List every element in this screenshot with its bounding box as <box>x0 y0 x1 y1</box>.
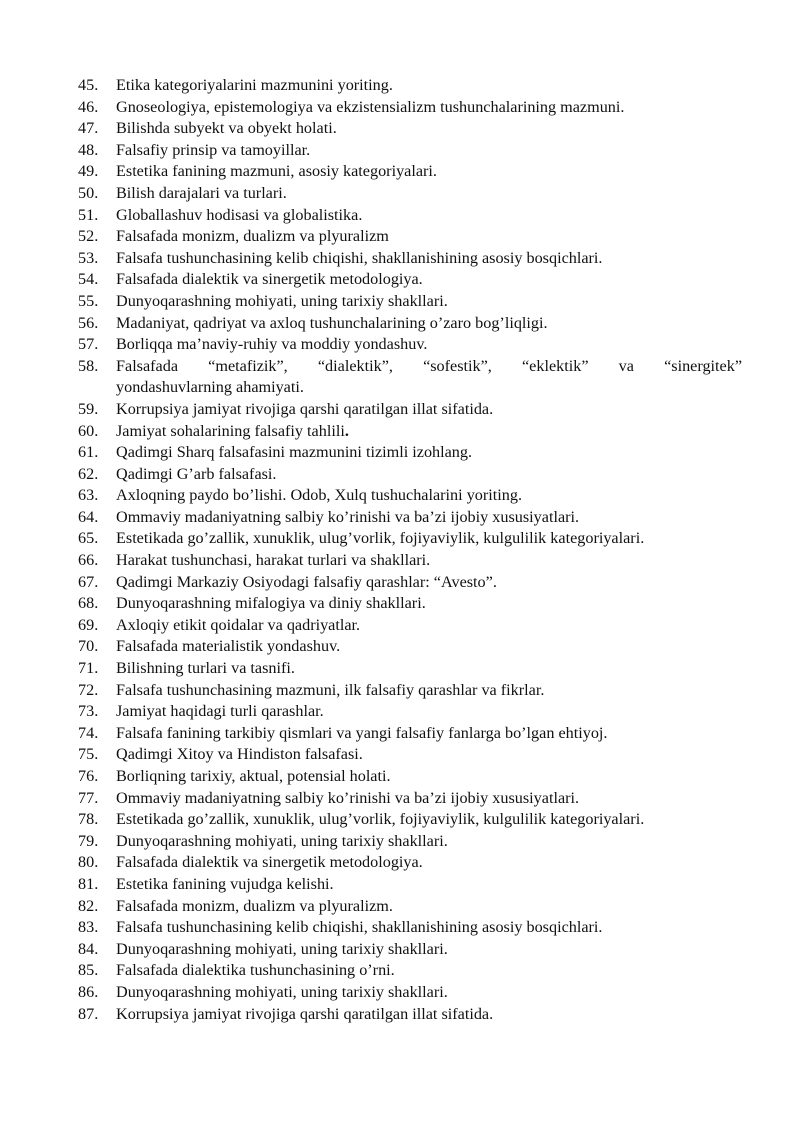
item-label: Falsafa fanining tarkibiy qismlari va yangi falsafiy fanlarga bo’lgan ehtiyoj. <box>116 723 608 742</box>
item-number: 55. <box>78 291 99 310</box>
list-item <box>78 701 742 723</box>
item-label: Korrupsiya jamiyat rivojiga qarshi qaratilgan illat sifatida. <box>116 399 494 418</box>
item-text <box>116 140 742 162</box>
list-item <box>78 248 742 270</box>
list-item <box>78 917 742 939</box>
item-number: 46. <box>78 97 99 116</box>
list-item <box>78 939 742 961</box>
item-number: 49. <box>78 162 99 181</box>
item-text <box>116 183 742 205</box>
item-label: Estetikada go’zallik, xunuklik, ulug’vorlik, fojiyaviylik, kulgulilik kategoriyalari. <box>116 529 645 548</box>
item-label: Borliqning tarixiy, aktual, potensial holati. <box>116 767 391 785</box>
list-item <box>78 291 742 313</box>
item-number: 62. <box>78 464 99 483</box>
list-item <box>78 1004 742 1026</box>
item-text <box>116 572 742 594</box>
list-item <box>78 723 742 745</box>
item-text <box>116 485 742 507</box>
item-label: Globallashuv hodisasi va globalistika. <box>116 205 363 224</box>
item-label: Falsafa tushunchasining mazmuni, ilk falsafiy qarashlar va fikrlar. <box>116 680 545 699</box>
item-text <box>116 852 742 874</box>
item-trailing-period: . <box>344 421 349 440</box>
item-text <box>116 421 742 443</box>
item-number: 81. <box>78 874 99 893</box>
item-label: Korrupsiya jamiyat rivojiga qarshi qaratilgan illat sifatida. <box>116 1004 494 1023</box>
list-item <box>78 680 742 702</box>
item-number: 86. <box>78 982 99 1001</box>
item-text <box>116 744 742 766</box>
item-label: Estetika fanining mazmuni, asosiy kategoriyalari. <box>116 162 437 181</box>
item-number: 78. <box>78 810 99 829</box>
list-item <box>78 183 742 205</box>
item-text <box>116 615 742 637</box>
item-number: 53. <box>78 248 99 267</box>
item-text <box>116 982 742 1004</box>
item-label: Qadimgi Sharq falsafasini mazmunini tizimli izohlang. <box>116 443 473 462</box>
item-number: 67. <box>78 572 99 591</box>
item-label: Falsafiy prinsip va tamoyillar. <box>116 140 311 159</box>
item-text <box>116 1004 742 1026</box>
item-text <box>116 874 742 896</box>
item-text <box>116 442 742 464</box>
item-text-line1: Falsafada “metafizik”, “dialektik”, “sofestik”, “eklektik” va “sinergitek” <box>116 356 742 375</box>
item-label: Falsafada dialektik va sinergetik metodologiya. <box>116 853 423 872</box>
list-item <box>78 658 742 680</box>
list-item <box>78 615 742 637</box>
item-label: Bilish darajalari va turlari. <box>116 183 287 202</box>
list-item <box>78 442 742 464</box>
item-label: Falsafada monizm, dualizm va plyuralizm. <box>116 896 393 915</box>
item-number: 51. <box>78 205 99 224</box>
item-text <box>116 723 742 745</box>
list-item <box>78 528 742 550</box>
list-item <box>78 896 742 918</box>
item-text <box>116 960 742 982</box>
item-label: Axloqning paydo bo’lishi. Odob, Xulq tushuchalarini yoriting. <box>116 486 522 505</box>
item-label: Madaniyat, qadriyat va axloq tushunchalarining o’zaro bog’liqligi. <box>116 313 548 332</box>
item-text <box>116 75 742 97</box>
item-label: Bilishda subyekt va obyekt holati. <box>116 119 337 138</box>
item-label: Falsafada dialektik va sinergetik metodologiya. <box>116 270 423 289</box>
item-number: 72. <box>78 680 99 699</box>
item-number: 74. <box>78 723 99 742</box>
list-item <box>78 485 742 507</box>
item-number: 47. <box>78 119 99 138</box>
list-item <box>78 593 742 615</box>
item-number: 84. <box>78 939 99 958</box>
item-text <box>116 313 742 335</box>
item-text <box>116 507 742 529</box>
item-number: 83. <box>78 918 99 937</box>
item-label: Ommaviy madaniyatning salbiy ko’rinishi va ba’zi ijobiy xususiyatlari. <box>116 507 580 526</box>
list-item <box>78 874 742 896</box>
item-label: Jamiyat haqidagi turli qarashlar. <box>116 702 324 721</box>
item-label: Falsafa tushunchasining kelib chiqishi, shakllanishining asosiy bosqichlari. <box>116 248 603 267</box>
item-text <box>116 680 742 702</box>
item-label: Qadimgi G’arb falsafasi. <box>116 464 277 483</box>
list-item <box>78 507 742 529</box>
item-number: 76. <box>78 767 99 785</box>
item-number: 59. <box>78 399 99 418</box>
item-text <box>116 939 742 961</box>
list-item <box>78 269 742 291</box>
item-label: Dunyoqarashning mohiyati, uning tarixiy shakllari. <box>116 291 448 310</box>
item-number: 85. <box>78 961 99 980</box>
list-item <box>78 766 742 788</box>
item-text <box>116 334 742 356</box>
item-text <box>116 399 742 421</box>
list-item <box>78 550 742 572</box>
item-text <box>116 658 742 680</box>
list-item <box>78 75 742 97</box>
list-item <box>78 831 742 853</box>
item-number: 80. <box>78 853 99 872</box>
item-text <box>116 269 742 291</box>
item-text <box>116 356 742 399</box>
item-number: 57. <box>78 335 99 354</box>
item-label: Dunyoqarashning mohiyati, uning tarixiy shakllari. <box>116 939 448 958</box>
list-item <box>78 788 742 810</box>
item-label: Bilishning turlari va tasnifi. <box>116 659 295 678</box>
item-number: 69. <box>78 615 99 634</box>
item-number: 56. <box>78 313 99 332</box>
list-item <box>78 809 742 831</box>
item-number: 73. <box>78 702 99 721</box>
item-label: Gnoseologiya, epistemologiya va ekzistensializm tushunchalarining mazmuni. <box>116 97 625 116</box>
item-text-line2: yondashuvlarning ahamiyati. <box>116 378 304 397</box>
question-list <box>78 75 742 1025</box>
item-label: Ommaviy madaniyatning salbiy ko’rinishi va ba’zi ijobiy xususiyatlari. <box>116 788 580 807</box>
item-number: 52. <box>78 227 99 246</box>
list-item <box>78 572 742 594</box>
item-number: 65. <box>78 529 99 548</box>
item-label: Falsafada dialektika tushunchasining o’rni. <box>116 961 395 980</box>
item-label: Borliqqa ma’naviy-ruhiy va moddiy yondashuv. <box>116 335 428 354</box>
item-label: Falsafa tushunchasining kelib chiqishi, shakllanishining asosiy bosqichlari. <box>116 918 603 937</box>
list-item <box>78 421 742 443</box>
item-number: 58. <box>78 356 99 375</box>
item-number: 48. <box>78 140 99 159</box>
item-label: Dunyoqarashning mifalogiya va diniy shakllari. <box>116 594 426 613</box>
item-number: 61. <box>78 443 99 462</box>
item-label: Estetikada go’zallik, xunuklik, ulug’vorlik, fojiyaviylik, kulgulilik kategoriyalari. <box>116 810 645 829</box>
item-text <box>116 226 742 248</box>
item-number: 71. <box>78 659 99 678</box>
list-item <box>78 118 742 140</box>
list-item <box>78 226 742 248</box>
item-text <box>116 248 742 270</box>
item-text <box>116 464 742 486</box>
item-label: Axloqiy etikit qoidalar va qadriyatlar. <box>116 615 361 634</box>
list-item <box>78 852 742 874</box>
item-number: 66. <box>78 551 99 570</box>
item-number: 79. <box>78 831 99 850</box>
item-number: 64. <box>78 507 99 526</box>
list-item <box>78 356 742 399</box>
item-number: 70. <box>78 637 99 656</box>
item-label: Estetika fanining vujudga kelishi. <box>116 874 334 893</box>
item-label: Dunyoqarashning mohiyati, uning tarixiy shakllari. <box>116 831 448 850</box>
item-label: Qadimgi Markaziy Osiyodagi falsafiy qarashlar: “Avesto”. <box>116 572 497 591</box>
item-label: Falsafada materialistik yondashuv. <box>116 637 341 656</box>
item-text <box>116 550 742 572</box>
item-text <box>116 528 742 550</box>
list-item <box>78 161 742 183</box>
list-item <box>78 960 742 982</box>
item-number: 50. <box>78 183 99 202</box>
item-number: 63. <box>78 486 99 505</box>
list-item <box>78 313 742 335</box>
item-text <box>116 788 742 810</box>
item-text <box>116 701 742 723</box>
item-label: Jamiyat sohalarining falsafiy tahlili <box>116 421 345 440</box>
item-text <box>116 896 742 918</box>
item-number: 77. <box>78 788 99 807</box>
list-item <box>78 97 742 119</box>
item-label: Qadimgi Xitoy va Hindiston falsafasi. <box>116 745 363 764</box>
item-number: 54. <box>78 270 99 289</box>
list-item <box>78 464 742 486</box>
item-text <box>116 917 742 939</box>
item-number: 75. <box>78 745 99 764</box>
item-text <box>116 593 742 615</box>
item-text <box>116 205 742 227</box>
item-label: Etika kategoriyalarini mazmunini yoriting. <box>116 76 393 94</box>
item-text <box>116 97 742 119</box>
item-number: 60. <box>78 421 99 440</box>
list-item <box>78 140 742 162</box>
item-label: Dunyoqarashning mohiyati, uning tarixiy shakllari. <box>116 982 448 1001</box>
item-number: 68. <box>78 594 99 613</box>
item-label: Harakat tushunchasi, harakat turlari va shakllari. <box>116 551 431 570</box>
list-item <box>78 636 742 658</box>
item-text <box>116 831 742 853</box>
list-item <box>78 399 742 421</box>
item-text <box>116 809 742 831</box>
item-number: 45. <box>78 76 99 94</box>
list-item <box>78 205 742 227</box>
item-number: 82. <box>78 896 99 915</box>
list-item <box>78 982 742 1004</box>
item-label: Falsafada monizm, dualizm va plyuralizm <box>116 227 389 246</box>
list-item <box>78 334 742 356</box>
item-number: 87. <box>78 1004 99 1023</box>
item-text <box>116 161 742 183</box>
item-text <box>116 118 742 140</box>
item-text <box>116 291 742 313</box>
item-text <box>116 636 742 658</box>
list-item <box>78 744 742 766</box>
item-text <box>116 766 742 788</box>
